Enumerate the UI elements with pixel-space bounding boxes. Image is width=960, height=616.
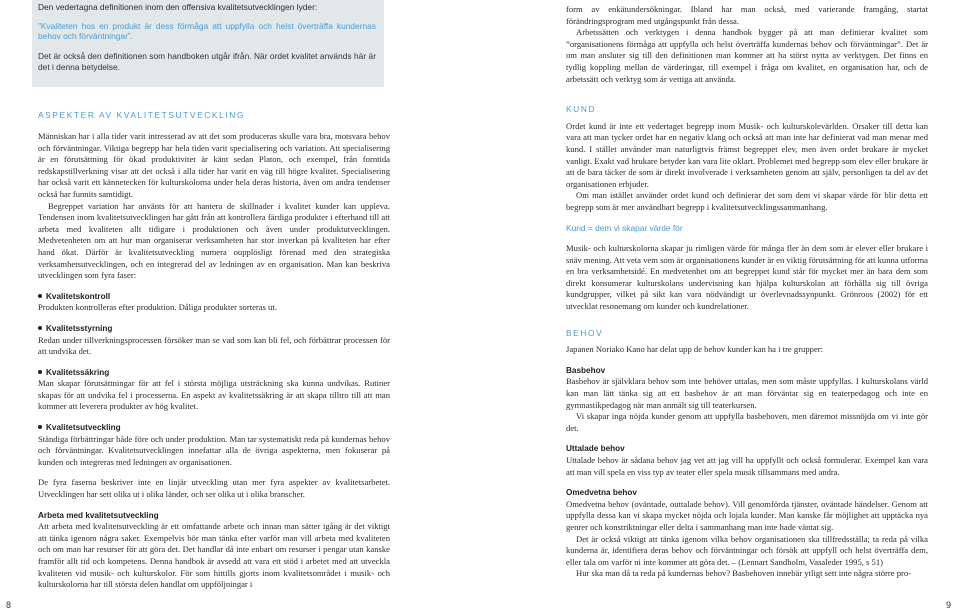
bullet-text: Produkten kontrolleras efter produktion. Dåliga produkter sorteras ut. — [38, 302, 277, 313]
kund-paragraph: Ordet kund är inte ett vedertaget begrepp inom Musik- och kulturskolevärlden. Orsaker till detta kan vara att man tycker ordet har en negativ klang och också att man inte har definierat vad man menar med kund. I stället använder man naturligtvis främst begreppet elev, men även ordet brukare är mycket vanligt. Exakt vad brukare betyder kan vara lite oklart. Problemet med begrepp som elev eller brukare är att de bara täcker de som är direkt involverade i verksamheten genom att själv, personligen ta del av det organisationen erbjuder. — [566, 120, 928, 189]
group-heading-basbehov: Basbehov — [566, 365, 606, 375]
page-number-right: 9 — [946, 600, 952, 610]
behov-intro: Japanen Noriako Kano har delat upp de behov kunder kan ha i tre grupper: — [566, 344, 824, 355]
definition-intro: Den vedertagna definitionen inom den offensiva kvalitetsutvecklingen lyder: — [38, 2, 318, 12]
bullet-text: Redan under tillverkningsprocessen försöker man se vad som kan bli fel, och förbättrar processen för att undvika det. — [38, 334, 390, 357]
section-heading-kund: KUND — [566, 104, 597, 115]
bullet-title — [38, 422, 390, 434]
group-heading-uttalade: Uttalade behov — [566, 444, 625, 454]
bullet-text: Man skapar förutsättningar för att fel i största möjliga utsträckning ska kunna undvikas. Rutiner skapas för att undvika fel i processerna. En aspekt av kvalitetssäkring är att skapa tilltro till att man kommer att leverera produkter av hög kvalitet. — [38, 378, 390, 412]
arbeta-paragraph: Att arbeta med kvalitetsutveckling är ett omfattande arbete och innan man sätter igång är det viktigt att tänka igenom några saker. Exempelvis bör man tänka efter varför man vill arbeta med kvaliteten och om man har resurser för att göra det. Det handlar då inte enbart om resurser i pengar utan kanske framför allt tid och kompetens. Denna handbok är avsedd att vara ett stöd i arbetet med att utveckla kvaliteten vid musik- och kulturskolor. För som hittills gjorts inom kvalitetsområdet i musik- och kulturskolorna har till största delen handlat om uppföljningar i — [38, 521, 390, 590]
group-paragraph: Omedvetna behov (oväntade, outtalade behov). Vill genomförda tjänster, oväntade händelser. Genom att uppfylla dessa kan vi skapa mycket nöjda och lojala kunder. Man kanske får möjlighet att upptäcka nya genrer och konstriktningar eller delta i sammanhang man inte hade väntat sig. — [566, 498, 928, 532]
group-paragraph: Uttalade behov är sådana behov jag vet att jag vill ha uppfyllt och också formulerar. Exempel kan vara att man vill spela en viss typ av teater eller spela musik tillsammans med andra. — [566, 455, 928, 477]
definition-box — [32, 0, 384, 87]
bullet-title — [38, 367, 390, 379]
bullet-icon — [38, 294, 42, 298]
closing-paragraph: De fyra faserna beskriver inte en linjär utveckling utan mer fyra aspekter av kvalitetsarbetet. Utvecklingen har sett olika ut i olika länder, och ser olika ut i olika branscher. — [38, 477, 390, 500]
aspekter-paragraph: Människan har i alla tider varit intresserad av att det som produceras skulle vara bra, motsvara behov och förväntningar. Viktiga begrepp har hela tiden varit specialisering och variation. Att specialisering är en förutsättning för ökad produktivitet är känt sedan Platon, och exempel, från forntida redskapstillverkning visar att det också i alla tider har varit en väg till högre kvalitet. Specialisering har också varit ett kännetecken för kulturskolorna under hela deras historia, även om andra tendenser också har funnits samtidigt. — [38, 131, 390, 199]
page-number-left: 8 — [6, 600, 12, 610]
bullet-title — [38, 291, 390, 303]
right-top-paragraph: Arbetssätten och verktygen i denna handbok bygger på att man definierar kvalitet som ”organisationens förmåga att uppfylla och helst överträffa kundernas behov och förväntningar”. Det är om man ansluter sig till den definitionen man kommer att ha störst nytta av verktygen. Det finns en tydlig koppling mellan de värderingar, till exempel i fråga om kvalitet, en organisation har, och de arbetssätt och verktyg som är vettiga att använda. — [566, 27, 928, 84]
definition-quote: ”Kvaliteten hos en produkt är dess förmåga att uppfylla och helst överträffa kundernas behov och förväntningar”. — [38, 20, 376, 41]
kund-paragraph: Om man istället använder ordet kund och definierar det som dem vi skapar värde för blir detta ett begrepp som är mer användbart begrepp i kvalitetsutvecklingssammanhang. — [566, 190, 928, 212]
section-heading-behov: BEHOV — [566, 327, 604, 338]
bullet-text: Ständiga förbättringar både före och under produktion. Man tar systematiskt reda på kundernas behov och förväntningar. Kvalitetsutvecklingen innefattar alla de övriga aspekterna, men fokuserar på kunden och integreras med ledningen av organisationen. — [38, 433, 390, 467]
bullet-icon — [38, 370, 42, 374]
definition-note: Det är också den definitionen som handboken utgår ifrån. När ordet kvalitet används här är det i denna betydelse. — [38, 51, 376, 73]
bullet-icon — [38, 425, 42, 429]
group-paragraph: Hur ska man då ta reda på kundernas behov? Basbehoven innebär ytligt sett inte några större pro- — [576, 568, 912, 579]
sub-heading-arbeta: Arbeta med kvalitetsutveckling — [38, 510, 159, 520]
group-heading-omedvetna: Omedvetna behov — [566, 488, 637, 498]
kund-definition: Kund = dem vi skapar värde för — [566, 222, 683, 233]
bullet-icon — [38, 326, 42, 330]
section-heading-aspekter: ASPEKTER AV KVALITETSUTVECKLING — [38, 110, 246, 121]
bullet-title — [38, 323, 390, 335]
aspekter-paragraph: Begreppet variation har använts för att hantera de skillnader i kvalitet kunder kan uppleva. Tendensen inom kvalitetsutvecklingen har gått från att kontrollera färdiga produkter i efterhand till att arbeta med kvaliteten allt tidigare i produktionen och även under produktutvecklingen. Medvetenheten om att hur man organiserar verksamheten har stor inverkan på kvaliteten har efter hand ökat. Därför är kvalitetsutveckling numera oupplösligt förenad med den strategiska verksamhetsutvecklingen, och en integrerad del av ledningen av en organisation. Man kan beskriva utvecklingen som fyra faser: — [38, 200, 390, 281]
left-column — [38, 0, 390, 591]
bullet-label: Kvalitetssäkring — [46, 367, 110, 377]
bullet-label: Kvalitetsstyrning — [46, 323, 113, 333]
right-top-paragraph: form av enkätundersökningar. Ibland har man också, med varierande framgång, startat förändringsprogram med utgångspunkt från dessa. — [566, 4, 928, 26]
group-paragraph: Vi skapar inga nöjda kunder genom att uppfylla basbehoven, men däremot missnöjda om vi inte gör det. — [566, 411, 928, 433]
bullet-label: Kvalitetskontroll — [46, 291, 111, 301]
bullet-label: Kvalitetsutveckling — [46, 423, 121, 433]
group-paragraph: Basbehov är självklara behov som inte behöver uttalas, men som måste uppfyllas. I kulturskolans värld kan man lätt tänka sig att ett basbehov är att man förväntar sig en teaterpedagog och inte en gymnastikpedagog när man anmält sig till teaterkursen. — [566, 376, 928, 410]
kund-paragraph: Musik- och kulturskolorna skapar ju rimligen värde för många fler än dem som är elever eller brukare i snäv mening. Att veta vem som är organisationens kunder är en viktig förutsättning för att kunna utforma en bra verksamhetsidé. En medvetenhet om att begreppet kund står för mycket mer än bara dem som direkt konsumerar kulturskolans undervisning kan hjälpa kulturskolan att förhålla sig till övriga kundgrupper, vilket på sikt kan vara nödvändigt ur överlevnadssynpunkt. Grönroos (2002) för ett utvecklat resonemang om kunder och kundrelationer. — [566, 243, 928, 312]
right-column — [566, 0, 928, 580]
group-paragraph: Det är också viktigt att tänka igenom vilka behov organisationen ska tillfredsställa; ta reda på vilka kunderna är, identifiera deras behov och förväntningar och försök att uppfyll och helst överträffa dem, eller tala om varför ni inte kommer att göra det. – (Lennart Sandholm, Vasaleder 1995, s 51) — [566, 533, 928, 567]
